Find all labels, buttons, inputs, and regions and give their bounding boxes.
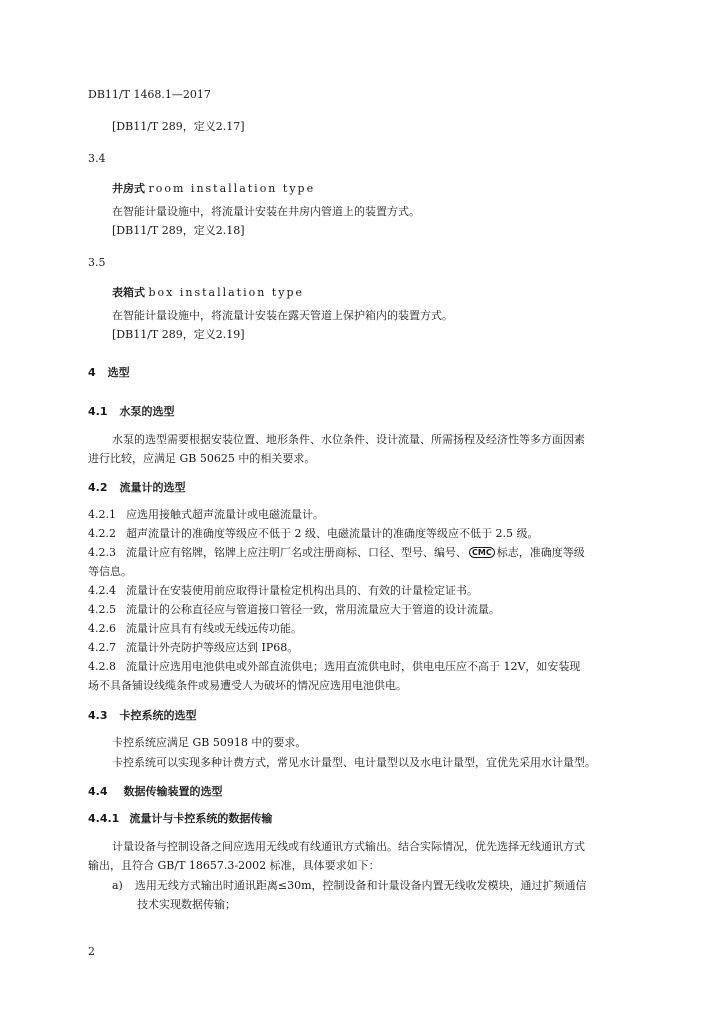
clause-text: 流量计应具有有线或无线远传功能。 [126,622,302,635]
definition-text: 在智能计量设施中，将流量计安装在井房内管道上的装置方式。 [112,205,420,218]
clause-item [88,546,585,560]
clause-number: 3.5 [88,256,106,269]
clause-item [88,584,478,598]
section-title: 选型 [107,366,130,379]
subsection-heading [88,405,175,419]
clause-text: 应选用接触式超声流量计或电磁流量计。 [126,508,324,521]
subsubsection-number: 4.4.1 [88,812,120,825]
clause-number: 4.2.2 [88,527,116,540]
clause-number: 4.2.6 [88,622,116,635]
term-heading [112,286,304,300]
reference-line: [DB11/T 289，定义2.17] [112,120,245,133]
subsection-number: 4.4 [88,785,108,798]
list-continuation: 技术实现数据传输； [137,898,236,911]
paragraph-line: 场不具备铺设线缆条件或易遭受人为破坏的情况应选用电池供电。 [88,679,407,692]
cmc-mark-icon: CMC [469,547,495,558]
subsection-title: 流量计的选型 [119,481,186,494]
list-marker: a) [112,879,123,892]
clause-item [88,622,302,636]
term-en: box installation type [148,286,305,299]
term-cn: 井房式 [112,182,145,195]
paragraph-line: 输出，且符合 GB/T 18657.3-2002 标准，具体要求如下： [88,859,380,872]
subsection-number: 4.3 [88,709,108,722]
section-number: 4 [88,366,96,379]
subsection-heading [88,785,223,799]
clause-item [88,641,298,655]
clause-number: 4.2.3 [88,546,116,559]
list-text: 选用无线方式输出时通讯距离≤30m，控制设备和计量设备内置无线收发模块，通过扩频通信 [134,879,587,892]
subsubsection-title: 流量计与卡控系统的数据传输 [129,812,273,825]
subsection-title: 卡控系统的选型 [119,709,197,722]
section-heading [88,366,130,380]
term-heading [112,182,315,196]
clause-item [88,508,324,522]
clause-text: 流量计外壳防护等级应达到 IP68。 [126,641,299,654]
subsection-title: 数据传输装置的选型 [123,785,223,798]
paragraph-line: 卡控系统应满足 GB 50918 中的要求。 [112,736,307,749]
header-doc-id: DB11/T 1468.1—2017 [88,88,211,101]
clause-number: 4.2.8 [88,660,116,673]
paragraph-line: 计量设备与控制设备之间应选用无线或有线通讯方式输出。结合实际情况，优先选择无线通讯方式 [112,840,585,853]
paragraph-line: 进行比较，应满足 GB 50625 中的相关要求。 [88,452,316,465]
clause-text: 流量计在安装使用前应取得计量检定机构出具的、有效的计量检定证书。 [126,584,478,597]
subsubsection-heading [88,812,272,826]
clause-text: 标志，准确度等级 [496,546,585,559]
term-cn: 表箱式 [112,286,145,299]
clause-text: 超声流量计的准确度等级应不低于 2 级、电磁流量计的准确度等级应不低于 2.5 级。 [126,527,539,540]
clause-number: 4.2.1 [88,508,116,521]
clause-number: 4.2.4 [88,584,116,597]
subsection-number: 4.1 [88,405,108,418]
clause-item [88,660,580,674]
clause-number: 4.2.5 [88,603,116,616]
paragraph-line: 等信息。 [88,565,132,578]
clause-number: 4.2.7 [88,641,116,654]
clause-item [88,527,538,541]
clause-text: 流量计的公称直径应与管道接口管径一致，常用流量应大于管道的设计流量。 [126,603,500,616]
subsection-title: 水泵的选型 [119,405,175,418]
clause-item [88,603,500,617]
subsection-heading [88,481,186,495]
term-en: room installation type [148,182,316,195]
clause-number: 3.4 [88,152,106,165]
clause-text: 流量计应有铭牌，铭牌上应注明厂名或注册商标、口径、型号、编号、 [126,546,467,559]
reference-line: [DB11/T 289，定义2.19] [112,328,245,341]
clause-text: 流量计应选用电池供电或外部直流供电；选用直流供电时，供电电压应不高于 12V，如安装现 [126,660,581,673]
definition-text: 在智能计量设施中，将流量计安装在露天管道上保护箱内的装置方式。 [112,309,453,322]
paragraph-line: 卡控系统可以实现多种计费方式，常见水计量型、电计量型以及水电计量型，宜优先采用水计量型。 [112,756,596,769]
reference-line: [DB11/T 289，定义2.18] [112,224,245,237]
list-item [112,879,587,893]
paragraph-line: 水泵的选型需要根据安装位置、地形条件、水位条件、设计流量、所需扬程及经济性等多方面因素 [112,433,585,446]
subsection-heading [88,709,197,723]
page-number: 2 [88,945,95,958]
subsection-number: 4.2 [88,481,108,494]
